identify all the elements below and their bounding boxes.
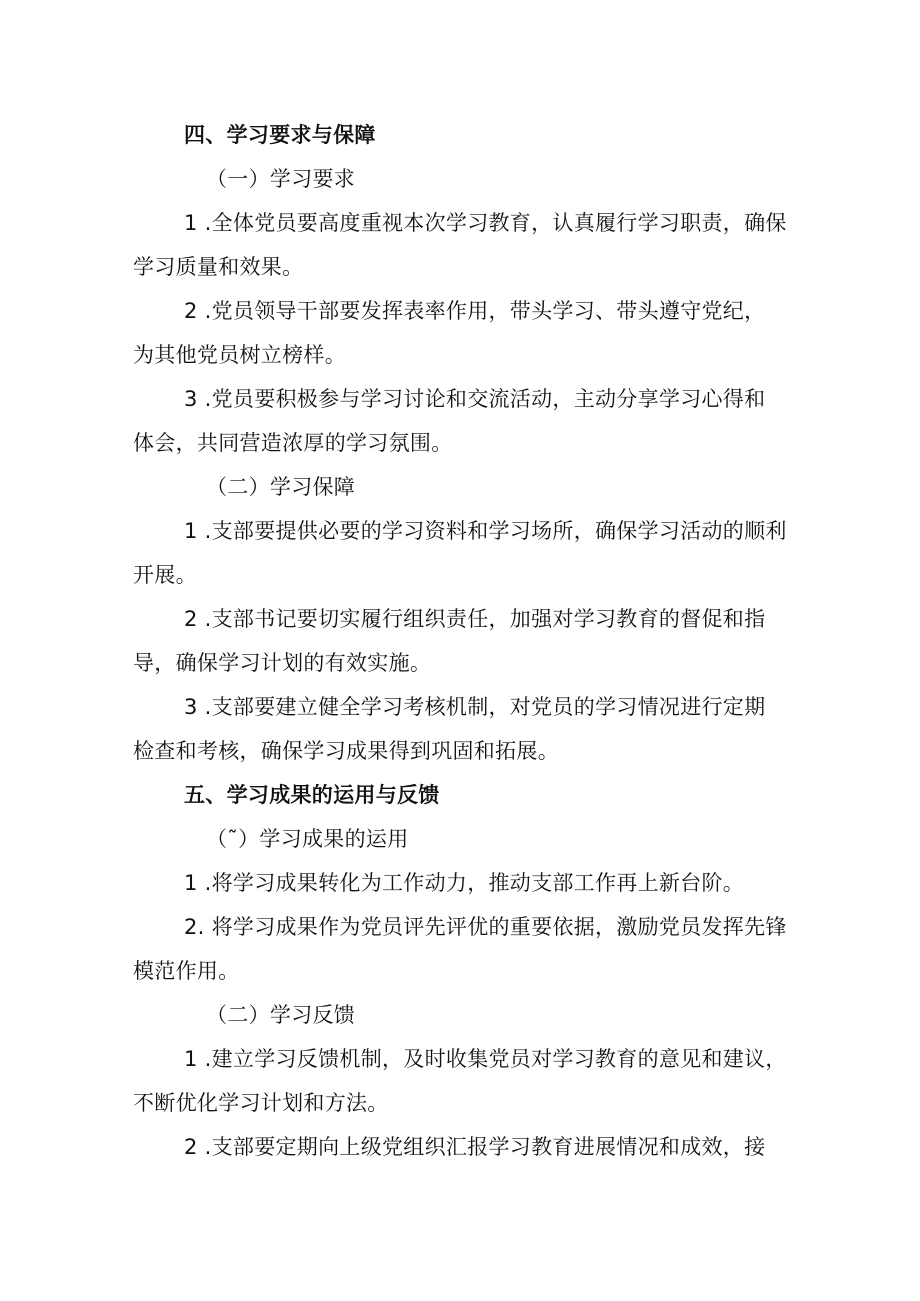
section-4-2-item-1-line-2: 开展。 [133,563,197,587]
section-4-1-item-2-line-1: 2 .党员领导干部要发挥表率作用，带头学习、带头遵守党纪， [184,299,766,323]
section-4-1-item-3-line-2: 体会，共同营造浓厚的学习氛围。 [133,431,453,455]
section-4-2-item-1-line-1: 1 .支部要提供必要的学习资料和学习场所，确保学习活动的顺利 [184,519,787,543]
section-5-heading: 五、学习成果的运用与反馈 [184,783,440,807]
section-4-1-item-2-line-2: 为其他党员树立榜样。 [133,343,346,367]
section-5-2-item-2-line-1: 2 .支部要定期向上级党组织汇报学习教育进展情况和成效，接 [184,1135,766,1159]
section-4-2-item-3-line-2: 检查和考核，确保学习成果得到巩固和拓展。 [133,739,559,763]
section-4-1-item-3-line-1: 3 .党员要积极参与学习讨论和交流活动，主动分享学习心得和 [184,387,766,411]
section-5-1-item-2-line-1: 2. 将学习成果作为党员评先评优的重要依据，激励党员发挥先锋 [184,915,787,939]
section-5-2-item-1-line-2: 不断优化学习计划和方法。 [133,1091,389,1115]
section-4-2-item-2-line-2: 导，确保学习计划的有效实施。 [133,651,432,675]
section-4-2-item-2-line-1: 2 .支部书记要切实履行组织责任，加强对学习教育的督促和指 [184,607,766,631]
section-5-2-item-1-line-1: 1 .建立学习反馈机制，及时收集党员对学习教育的意见和建议， [184,1047,787,1071]
section-4-1-item-1-line-1: 1 .全体党员要高度重视本次学习教育，认真履行学习职责，确保 [184,211,787,235]
section-5-sub-1-title: （˜）学习成果的运用 [206,827,409,851]
section-5-1-item-2-line-2: 模范作用。 [133,959,240,983]
section-4-sub-1-title: （一）学习要求 [206,167,356,191]
section-5-1-item-1-line-1: 1 .将学习成果转化为工作动力，推动支部工作再上新台阶。 [184,871,745,895]
section-4-2-item-3-line-1: 3 .支部要建立健全学习考核机制，对党员的学习情况进行定期 [184,695,766,719]
section-4-1-item-1-line-2: 学习质量和效果。 [133,255,304,279]
section-4-heading: 四、学习要求与保障 [184,123,376,147]
section-4-sub-2-title: （二）学习保障 [206,475,356,499]
section-5-sub-2-title: （二）学习反馈 [206,1003,356,1027]
